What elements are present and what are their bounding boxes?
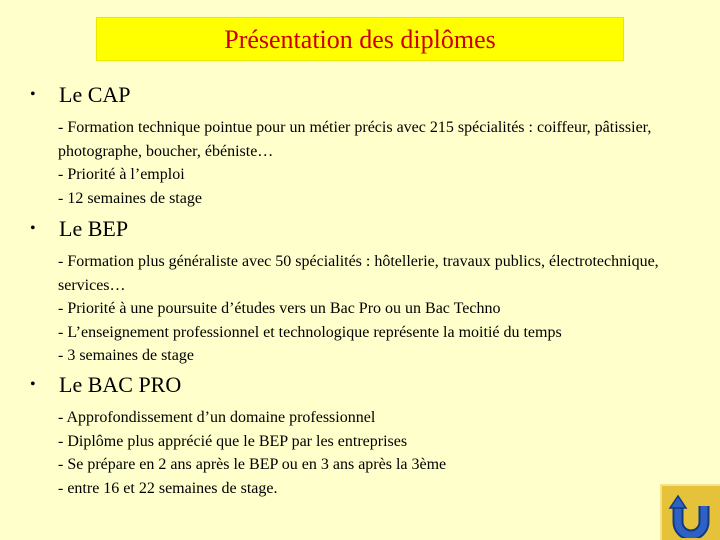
section-heading — [30, 82, 680, 108]
list-item: - 3 semaines de stage — [58, 347, 194, 364]
list-item: - Approfondissement d’un domaine professionnel — [58, 409, 376, 426]
item-list — [58, 250, 680, 368]
title-box — [96, 17, 624, 61]
list-item: - Diplôme plus apprécié que le BEP par les entreprises — [58, 432, 408, 450]
section-heading — [30, 216, 680, 242]
section-bep — [30, 216, 680, 368]
back-button[interactable] — [660, 484, 720, 540]
list-item: - Priorité à l’emploi — [58, 166, 185, 183]
list-item: - 12 semaines de stage — [58, 189, 202, 207]
list-item: - Priorité à une poursuite d’études vers un Bac Pro ou un Bac Techno — [58, 300, 501, 317]
bullet-icon: • — [30, 220, 36, 237]
list-item: - L’enseignement professionnel et technologique représente la moitié du temps — [58, 323, 562, 341]
list-item: - Formation technique pointue pour un métier précis avec 215 spécialités : coiffeur, pâtissier, photographe, boucher, ébéniste… — [58, 119, 652, 160]
slide-title: Présentation des diplômes — [224, 25, 496, 54]
section-title: Le BEP — [59, 216, 129, 241]
list-item: - Se prépare en 2 ans après le BEP ou en 3 ans après la 3ème — [58, 456, 447, 473]
list-item: - entre 16 et 22 semaines de stage. — [58, 479, 278, 497]
section-title: Le CAP — [59, 82, 131, 107]
bullet-icon: • — [30, 376, 36, 393]
u-turn-back-icon — [668, 492, 714, 538]
item-list — [58, 116, 680, 210]
section-bac-pro — [30, 372, 680, 500]
section-cap — [30, 82, 680, 210]
bullet-icon: • — [30, 86, 36, 103]
list-item: - Formation plus généraliste avec 50 spécialités : hôtellerie, travaux publics, électrotechnique, services… — [58, 253, 659, 294]
section-heading — [30, 372, 680, 398]
section-title: Le BAC PRO — [59, 372, 182, 397]
item-list — [58, 406, 680, 500]
